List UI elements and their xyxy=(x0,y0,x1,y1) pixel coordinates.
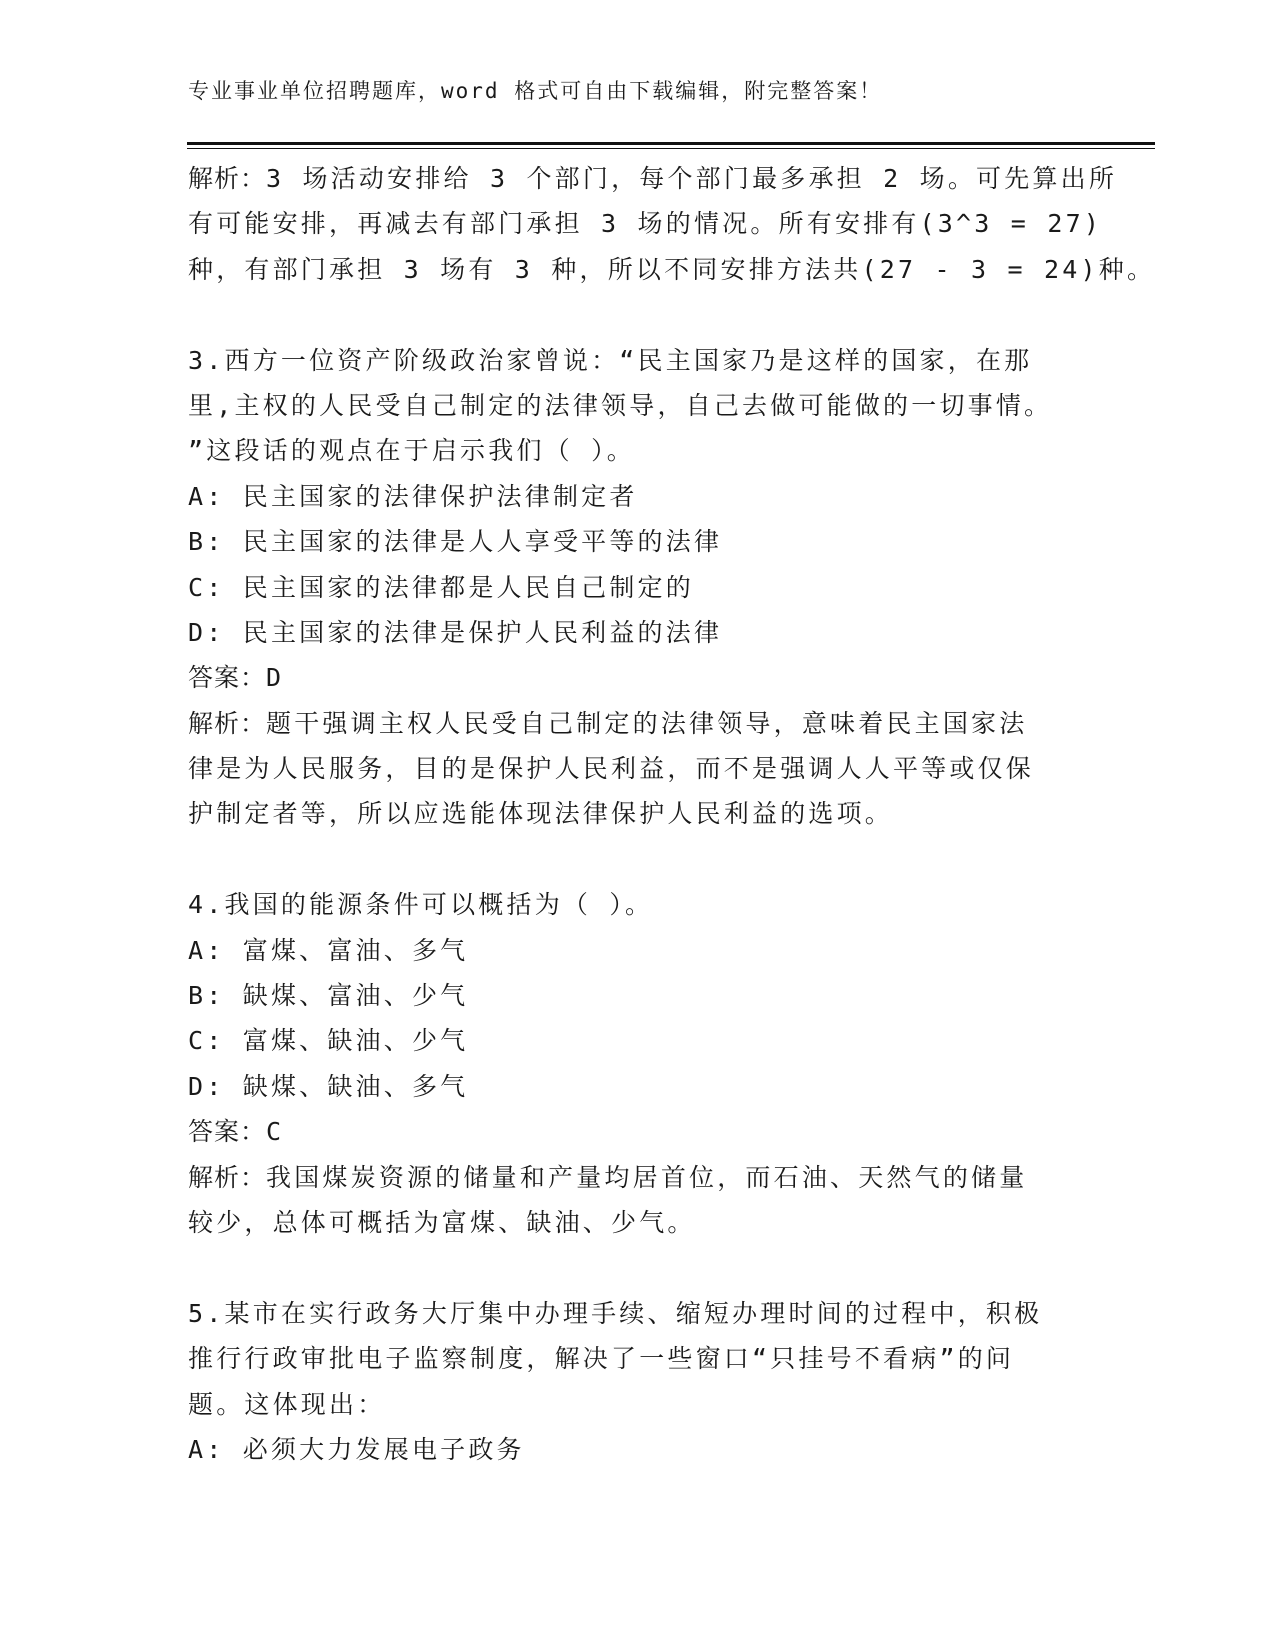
option-a: A: 必须大力发展电子政务 xyxy=(188,1434,525,1464)
question-3 xyxy=(188,338,1088,837)
analysis-label: 解析： xyxy=(188,708,267,738)
option-b: B: 缺煤、富油、少气 xyxy=(188,981,469,1011)
answer-line xyxy=(188,655,1088,700)
question-stem-line: 题。这体现出： xyxy=(188,1389,386,1419)
question-stem-line: 推行行政审批电子监察制度，解决了一些窗口“只挂号不看病”的问 xyxy=(188,1344,1015,1374)
analysis-line xyxy=(188,1155,1088,1200)
question-stem-line: ”这段话的观点在于启示我们（ ）。 xyxy=(188,436,636,466)
answer-label: 答案： xyxy=(188,663,267,693)
question-stem-line: 5.某市在实行政务大厅集中办理手续、缩短办理时间的过程中，积极 xyxy=(188,1298,1043,1328)
header-rule-thin xyxy=(187,148,1155,149)
question-stem-line: 3.西方一位资产阶级政治家曾说：“民主国家乃是这样的国家，在那 xyxy=(188,345,1033,375)
analysis-text: 我国煤炭资源的储量和产量均居首位，而石油、天然气的储量 xyxy=(266,1162,1028,1192)
analysis-line: 有可能安排，再减去有部门承担 3 场的情况。所有安排有(3^3 = 27) xyxy=(188,209,1103,239)
answer-value: C xyxy=(266,1117,285,1147)
option-b: B: 民主国家的法律是人人享受平等的法律 xyxy=(188,527,723,557)
option-a: A: 民主国家的法律保护法律制定者 xyxy=(188,481,638,511)
answer-value: D xyxy=(266,663,285,693)
spacer xyxy=(188,292,1088,337)
spacer xyxy=(188,837,1088,882)
question-4 xyxy=(188,882,1088,1245)
option-d: D: 民主国家的法律是保护人民利益的法律 xyxy=(188,617,723,647)
header-rule-thick xyxy=(187,142,1155,145)
option-c: C: 民主国家的法律都是人民自己制定的 xyxy=(188,572,694,602)
analysis-line xyxy=(188,156,1118,201)
question-stem-line: 里,主权的人民受自己制定的法律领导，自己去做可能做的一切事情。 xyxy=(188,390,1053,420)
analysis-line: 护制定者等，所以应选能体现法律保护人民利益的选项。 xyxy=(188,799,894,829)
option-d: D: 缺煤、缺油、多气 xyxy=(188,1071,469,1101)
analysis-label: 解析： xyxy=(188,1162,267,1192)
analysis-text: 3 场活动安排给 3 个部门，每个部门最多承担 2 场。可先算出所 xyxy=(266,164,1118,193)
analysis-line: 律是为人民服务，目的是保护人民利益，而不是强调人人平等或仅保 xyxy=(188,754,1035,784)
answer-line xyxy=(188,1109,1088,1154)
q2-analysis xyxy=(188,156,1156,292)
analysis-text: 题干强调主权人民受自己制定的法律领导，意味着民主国家法 xyxy=(266,708,1028,738)
analysis-line: 较少，总体可概括为富煤、缺油、少气。 xyxy=(188,1207,696,1237)
question-stem-line: 4.我国的能源条件可以概括为（ ）。 xyxy=(188,890,654,920)
analysis-line xyxy=(188,701,1088,746)
answer-label: 答案： xyxy=(188,1117,267,1147)
analysis-label: 解析： xyxy=(188,164,267,193)
page-header: 专业事业单位招聘题库，word 格式可自由下载编辑，附完整答案！ xyxy=(188,79,883,103)
option-a: A: 富煤、富油、多气 xyxy=(188,935,469,965)
analysis-line: 种，有部门承担 3 场有 3 种，所以不同安排方法共(27 - 3 = 24)种。 xyxy=(188,254,1156,284)
document-body xyxy=(188,156,1156,1472)
spacer xyxy=(188,1245,1088,1290)
question-5 xyxy=(188,1291,1088,1473)
option-c: C: 富煤、缺油、少气 xyxy=(188,1026,469,1056)
